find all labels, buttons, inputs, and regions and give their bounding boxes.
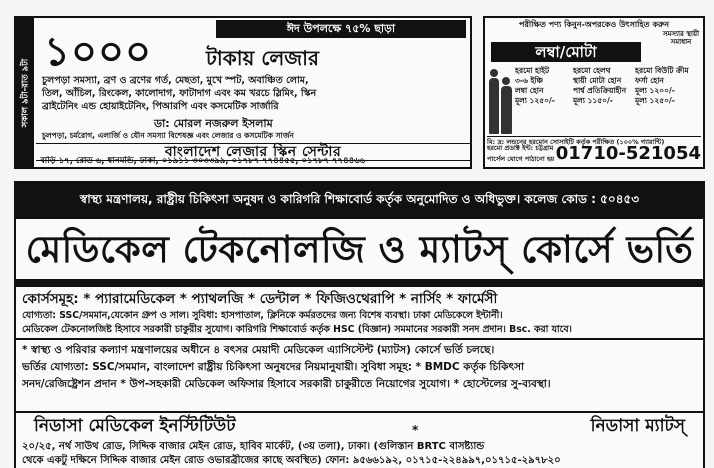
phone-number: 01710-521054: [555, 143, 701, 164]
doctor-name: ডা: মোরল নজরুল ইসলাম: [154, 117, 273, 130]
product-name: হরমো বিউটি ক্রীম: [635, 66, 689, 75]
product-detail: স্থায়ী মোটা হোন: [573, 76, 622, 85]
courses-list: কোর্সসমূহ: * প্যারামেডিকেল * প্যাথলজি * ডেন্টাল * ফিজিওথেরাপি * নার্সিং * ফার্মেসী: [22, 291, 498, 307]
courier-line: হরমো প্রডাক্ট ইন্ট: চট্টগ্রাম: [487, 144, 554, 152]
tagline: পরীক্ষিত পণ্য কিনুন-অপরকেও উৎসাহিত করুন: [519, 20, 669, 29]
eid-offer-banner: ঈদ উপলক্ষে ৭৫% ছাড়া: [216, 20, 466, 38]
center-name: বাংলাদেশ লেজার স্কিন সেন্টার: [36, 143, 470, 161]
medical-institute-ad: [14, 181, 705, 468]
doctor-specialty: চুলপড়া, চর্মরোগ, এলার্জি ও যৌন সমস্যা বিশেষজ্ঞ এবং লেজার ও কসমেটিক সার্জন: [42, 131, 294, 140]
product-name: হরমো হেলথ: [573, 66, 611, 75]
guarantee-note: বি: দ্র: লন্ডনের হরমোন সোসাইটি কর্তৃক পরীক্ষিত (১০০% গ্যারান্টি): [487, 136, 701, 146]
approval-banner: স্বাস্থ্য মন্ত্রণালয়, রাষ্ট্রীয় চিকিৎসা অনুষদ ও কারিগরি শিক্ষাবোর্ড কর্তৃক অনুমোদিত ও অধিভুক্ত। কলেজ কোড : ৫০৪৫৩: [16, 183, 703, 219]
product-detail: ফর্সা হোন: [635, 76, 664, 85]
institute-contact: থেকে একটু দক্ষিনে সিদ্দিক বাজার মেইন রোড ওভারব্রীজের কাছে অবস্থিত) ফোন: ৯৫৬৬১৯২, ০১৭১৫-২২৪৯৯৭,০১৭১৫-২৯৭৮২০: [22, 455, 561, 466]
institute-right: নিডাসা ম্যাটস্: [590, 416, 685, 436]
mats-eligibility-line: ভর্তির যোগ্যতা: SSC/সমমান, বাংলাদেশ রাষ্ট্রীয় চিকিৎসা অনুষদের নিয়মানুযায়ী। সুবিধা সমূহ: * BMDC কর্তৃক চিকিৎসা: [22, 361, 525, 373]
institute-address: ২০/২৫, নর্থ সাউথ রোড, সিদ্দিক বাজার মেইন রোড, হাবিব মার্কেট, (৩য় তলা), ঢাকা। (গুলিস্তান BRTC বাসষ্ট্যান্ড: [22, 441, 485, 452]
laser-clinic-ad: [14, 16, 472, 169]
product-detail: মূল্য ১২৫০/-: [515, 96, 555, 105]
product-detail: মূল্য ১১৫০/-: [573, 96, 613, 105]
divider: [16, 279, 703, 287]
mats-benefits-line: সনদ/রেজিষ্ট্রেশন প্রদান * উপ-সহকারী মেডিকেল অফিসার হিসাবে সরকারী চাকুরীতে নিয়োগের সুযোগ। * হোস্টেলের সু-ব্যবস্থা।: [22, 378, 551, 390]
people-figures-icon: [489, 66, 513, 134]
product-detail: মূল্য ১২০০/-: [635, 86, 675, 95]
services-line: চুলপড়া সমস্যা, ব্রণ ও ব্রণের গর্ত, মেছতা, মুখে স্পট, অবাঞ্চিত লোম,: [42, 75, 309, 86]
services-list: [42, 74, 464, 113]
institute-separator: *: [412, 423, 419, 437]
product-detail: ৩-৬ ইঞ্চি: [515, 76, 544, 85]
height-product-ad: [483, 16, 705, 169]
product-detail: পার্শ্ব প্রতিক্রিয়াহীন: [573, 86, 627, 95]
product-name: হরমো হাইট: [515, 66, 550, 75]
height-headline: লম্বা/মোটা: [491, 42, 641, 62]
price-number: ১০০০: [44, 28, 152, 75]
hours-side-label: সকাল ৯টা-রাত ৯টা: [16, 18, 34, 167]
solution-note: সমস্যার স্থায়ী সমাধান: [662, 30, 700, 46]
admission-title: মেডিকেল টেকনোলজি ও ম্যাটস্ কোর্সে ভর্তি: [16, 219, 703, 279]
institute-names: [16, 416, 703, 436]
contact-row: [487, 143, 701, 165]
product-detail: লম্বা হোন: [515, 86, 544, 95]
price-suffix: টাকায় লেজার: [206, 46, 319, 70]
institute-left: নিডাসা মেডিকেল ইনস্টিটিউট: [34, 416, 236, 436]
divider: [16, 338, 703, 340]
services-line: ব্রাইটেনিং এন্ড হোয়াইটেনিং, পিআরপি এবং কসমেটিক সার্জারি: [42, 101, 279, 112]
eligibility-line: যোগ্যতা: SSC/সমমান,যেকোন গ্রুপ ও সাল। সুবিধা: হাসপাতাল, ক্লিনিকে কর্মরতদের জন্য বিশেষ ব্যবস্থা। ঢাকা মেডিকেলে ইন্টার্নী।: [22, 310, 503, 321]
product-detail: মূল্য ১২৫০/-: [635, 96, 675, 105]
center-address: বাড়ি ১৭, রোড ৬, ধানমন্ডি, ঢাকা, ০১৯১১ ৩০৩৩৯৯, ০১৭৮৭ ৭৭৪৪৫৫, ০১৭৮৭ ৭৭৪৪৬৬: [40, 156, 366, 166]
courier-line: পার্সেল যোগে পাঠানো হয়: [487, 155, 555, 163]
divider: [16, 411, 703, 413]
benefits-line: মেডিকেল টেকনোলজিষ্ট হিসাবে সরকারী চাকুরীর সুযোগ। কারিগরি শিক্ষাবোর্ড কর্তৃক HSC (বিজ্ঞান) সমমানের সরকারী সনদ প্রদান। Bsc. করা যাবে।: [22, 324, 572, 335]
mats-admission-line: * স্বাস্থ্য ও পরিবার কল্যাণ মন্ত্রণালয়ের অধীনে ৪ বৎসর মেয়াদী মেডিকেল এ্যাসিস্টেন্ট (ম্যাটস) কোর্সে ভর্তি চলছে।: [22, 344, 495, 356]
services-line: তিল, আঁচিল, রিংকেল, কালোদাগ, ফাটাদাগ এবং কম খরচে স্লিমিং, স্কিন: [42, 88, 317, 99]
